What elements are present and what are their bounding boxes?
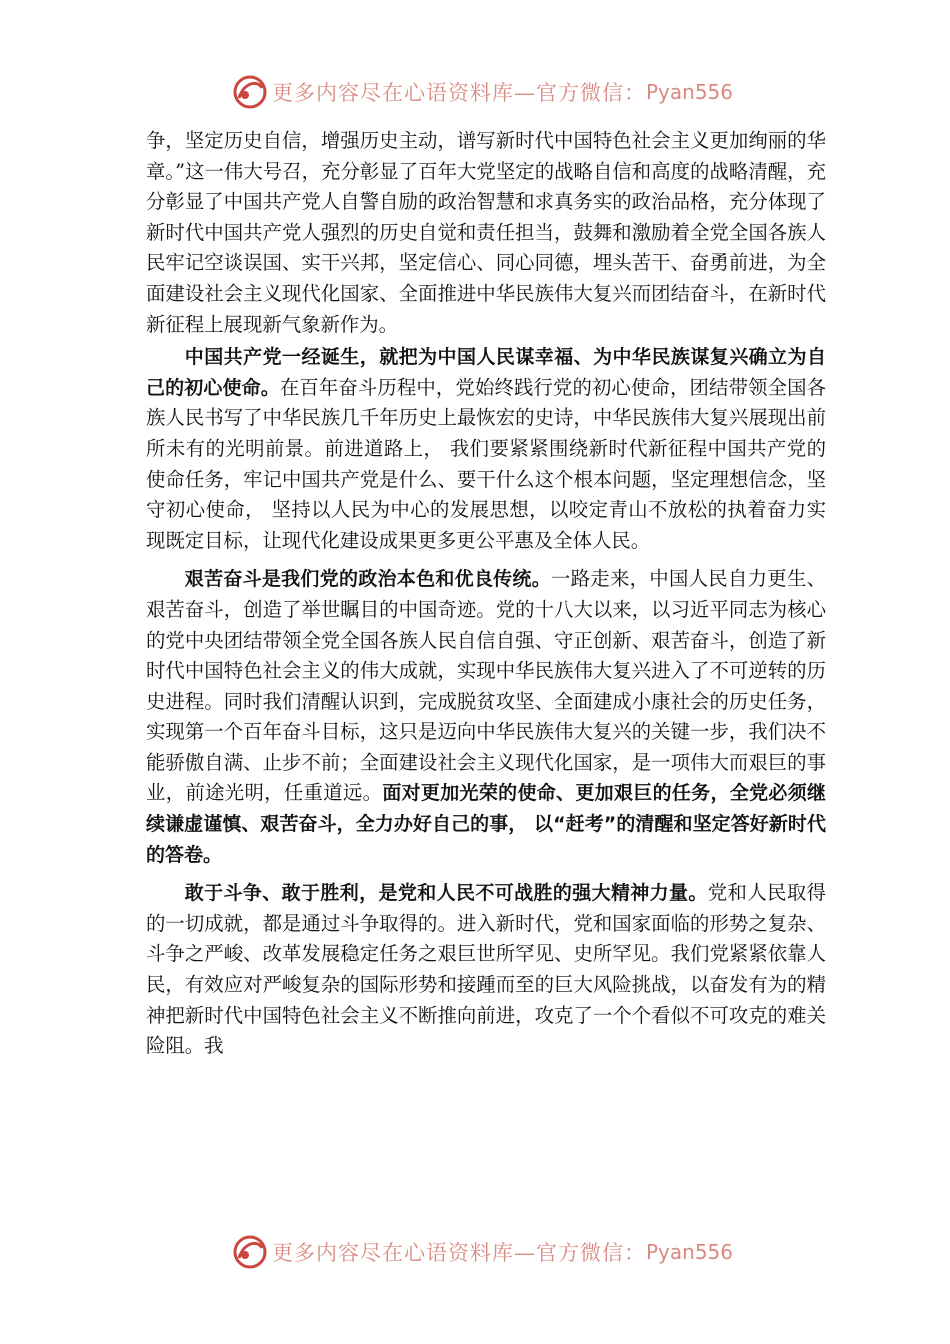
banner-text: 更多内容尽在心语资料库—官方微信： <box>272 81 646 105</box>
paragraph-3-tail: 面对更加光荣的使命、更加艰巨的任务，全党必须继续谦虚谨慎、艰苦奋斗，全力办好自己的事， 以“赶考”的清醒和坚定答好新时代的答卷。 <box>146 782 826 866</box>
brand-logo-icon <box>232 74 268 110</box>
paragraph-4-body: 党和人民取得的一切成就，都是通过斗争取得的。进入新时代，党和国家面临的形势之复杂、斗争之严峻、改革发展稳定任务之艰巨世所罕见、史所罕见。我们党紧紧依靠人民，有效应对严峻复杂的国际形势和接踵而至的巨大风险挑战，以奋发有为的精神把新时代中国特色社会主义不断推向前进，攻克了一个个看似不可攻克的难关险阻。我 <box>146 881 826 1058</box>
paragraph-3-body: 一路走来，中国人民自力更生、艰苦奋斗，创造了举世瞩目的中国奇迹。党的十八大以来，以习近平同志为核心的党中央团结带领全党全国各族人民自信自强、守正创新、艰苦奋斗，创造了新时代中国特色社会主义的伟大成就，实现中华民族伟大复兴进入了不可逆转的历史进程。同时我们清醒认识到，完成脱贫攻坚、全面建成小康社会的历史任务，实现第一个百年奋斗目标，这只是迈向中华民族伟大复兴的关键一步，我们决不能骄傲自满、止步不前；全面建设社会主义现代化国家，是一项伟大而艰巨的事业，前途光明，任重道远。 <box>146 567 826 805</box>
footer-banner <box>232 1232 733 1272</box>
header-banner <box>232 72 733 112</box>
paragraph-2-body: 在百年奋斗历程中，党始终践行党的初心使命，团结带领全国各族人民书写了中华民族几千年历史上最恢宏的史诗，中华民族伟大复兴展现出前所未有的光明前景。前进道路上， 我们要紧紧围绕新时代新征程中国共产党的使命任务，牢记中国共产党是什么、要干什么这个根本问题，坚定理想信念，坚守初心使命， 坚持以人民为中心的发展思想，以咬定青山不放松的执着奋力实现既定目标，让现代化建设成果更多更公平惠及全体人民。 <box>146 375 826 552</box>
paragraph-4 <box>146 878 826 1062</box>
banner-account: Pyan556 <box>646 1240 734 1264</box>
paragraph-3-lead: 艰苦奋斗是我们党的政治本色和优良传统。 <box>184 568 551 591</box>
banner-account: Pyan556 <box>646 80 734 104</box>
paragraph-2 <box>146 342 826 556</box>
brand-logo-icon <box>232 1234 268 1270</box>
document-body <box>146 126 826 1062</box>
banner-text: 更多内容尽在心语资料库—官方微信： <box>272 1241 646 1265</box>
paragraph-3 <box>146 564 826 870</box>
paragraph-2-lead: 中国共产党一经诞生，就把为中国人民谋幸福、为中华民族谋复兴确立为自己的初心使命。 <box>146 346 826 399</box>
paragraph-4-lead: 敢于斗争、敢于胜利，是党和人民不可战胜的强大精神力量。 <box>184 882 708 905</box>
paragraph-1-body: 争，坚定历史自信，增强历史主动，谱写新时代中国特色社会主义更加绚丽的华章。”这一伟大号召，充分彰显了百年大党坚定的战略自信和高度的战略清醒，充分彰显了中国共产党人自警自励的政治智慧和求真务实的政治品格，充分体现了新时代中国共产党人强烈的历史自觉和责任担当，鼓舞和激励着全党全国各族人民牢记空谈误国、实干兴邦，坚定信心、同心同德，埋头苦干、奋勇前进，为全面建设社会主义现代化国家、全面推进中华民族伟大复兴而团结奋斗，在新时代新征程上展现新气象新作为。 <box>146 129 826 336</box>
paragraph-1 <box>146 126 826 340</box>
